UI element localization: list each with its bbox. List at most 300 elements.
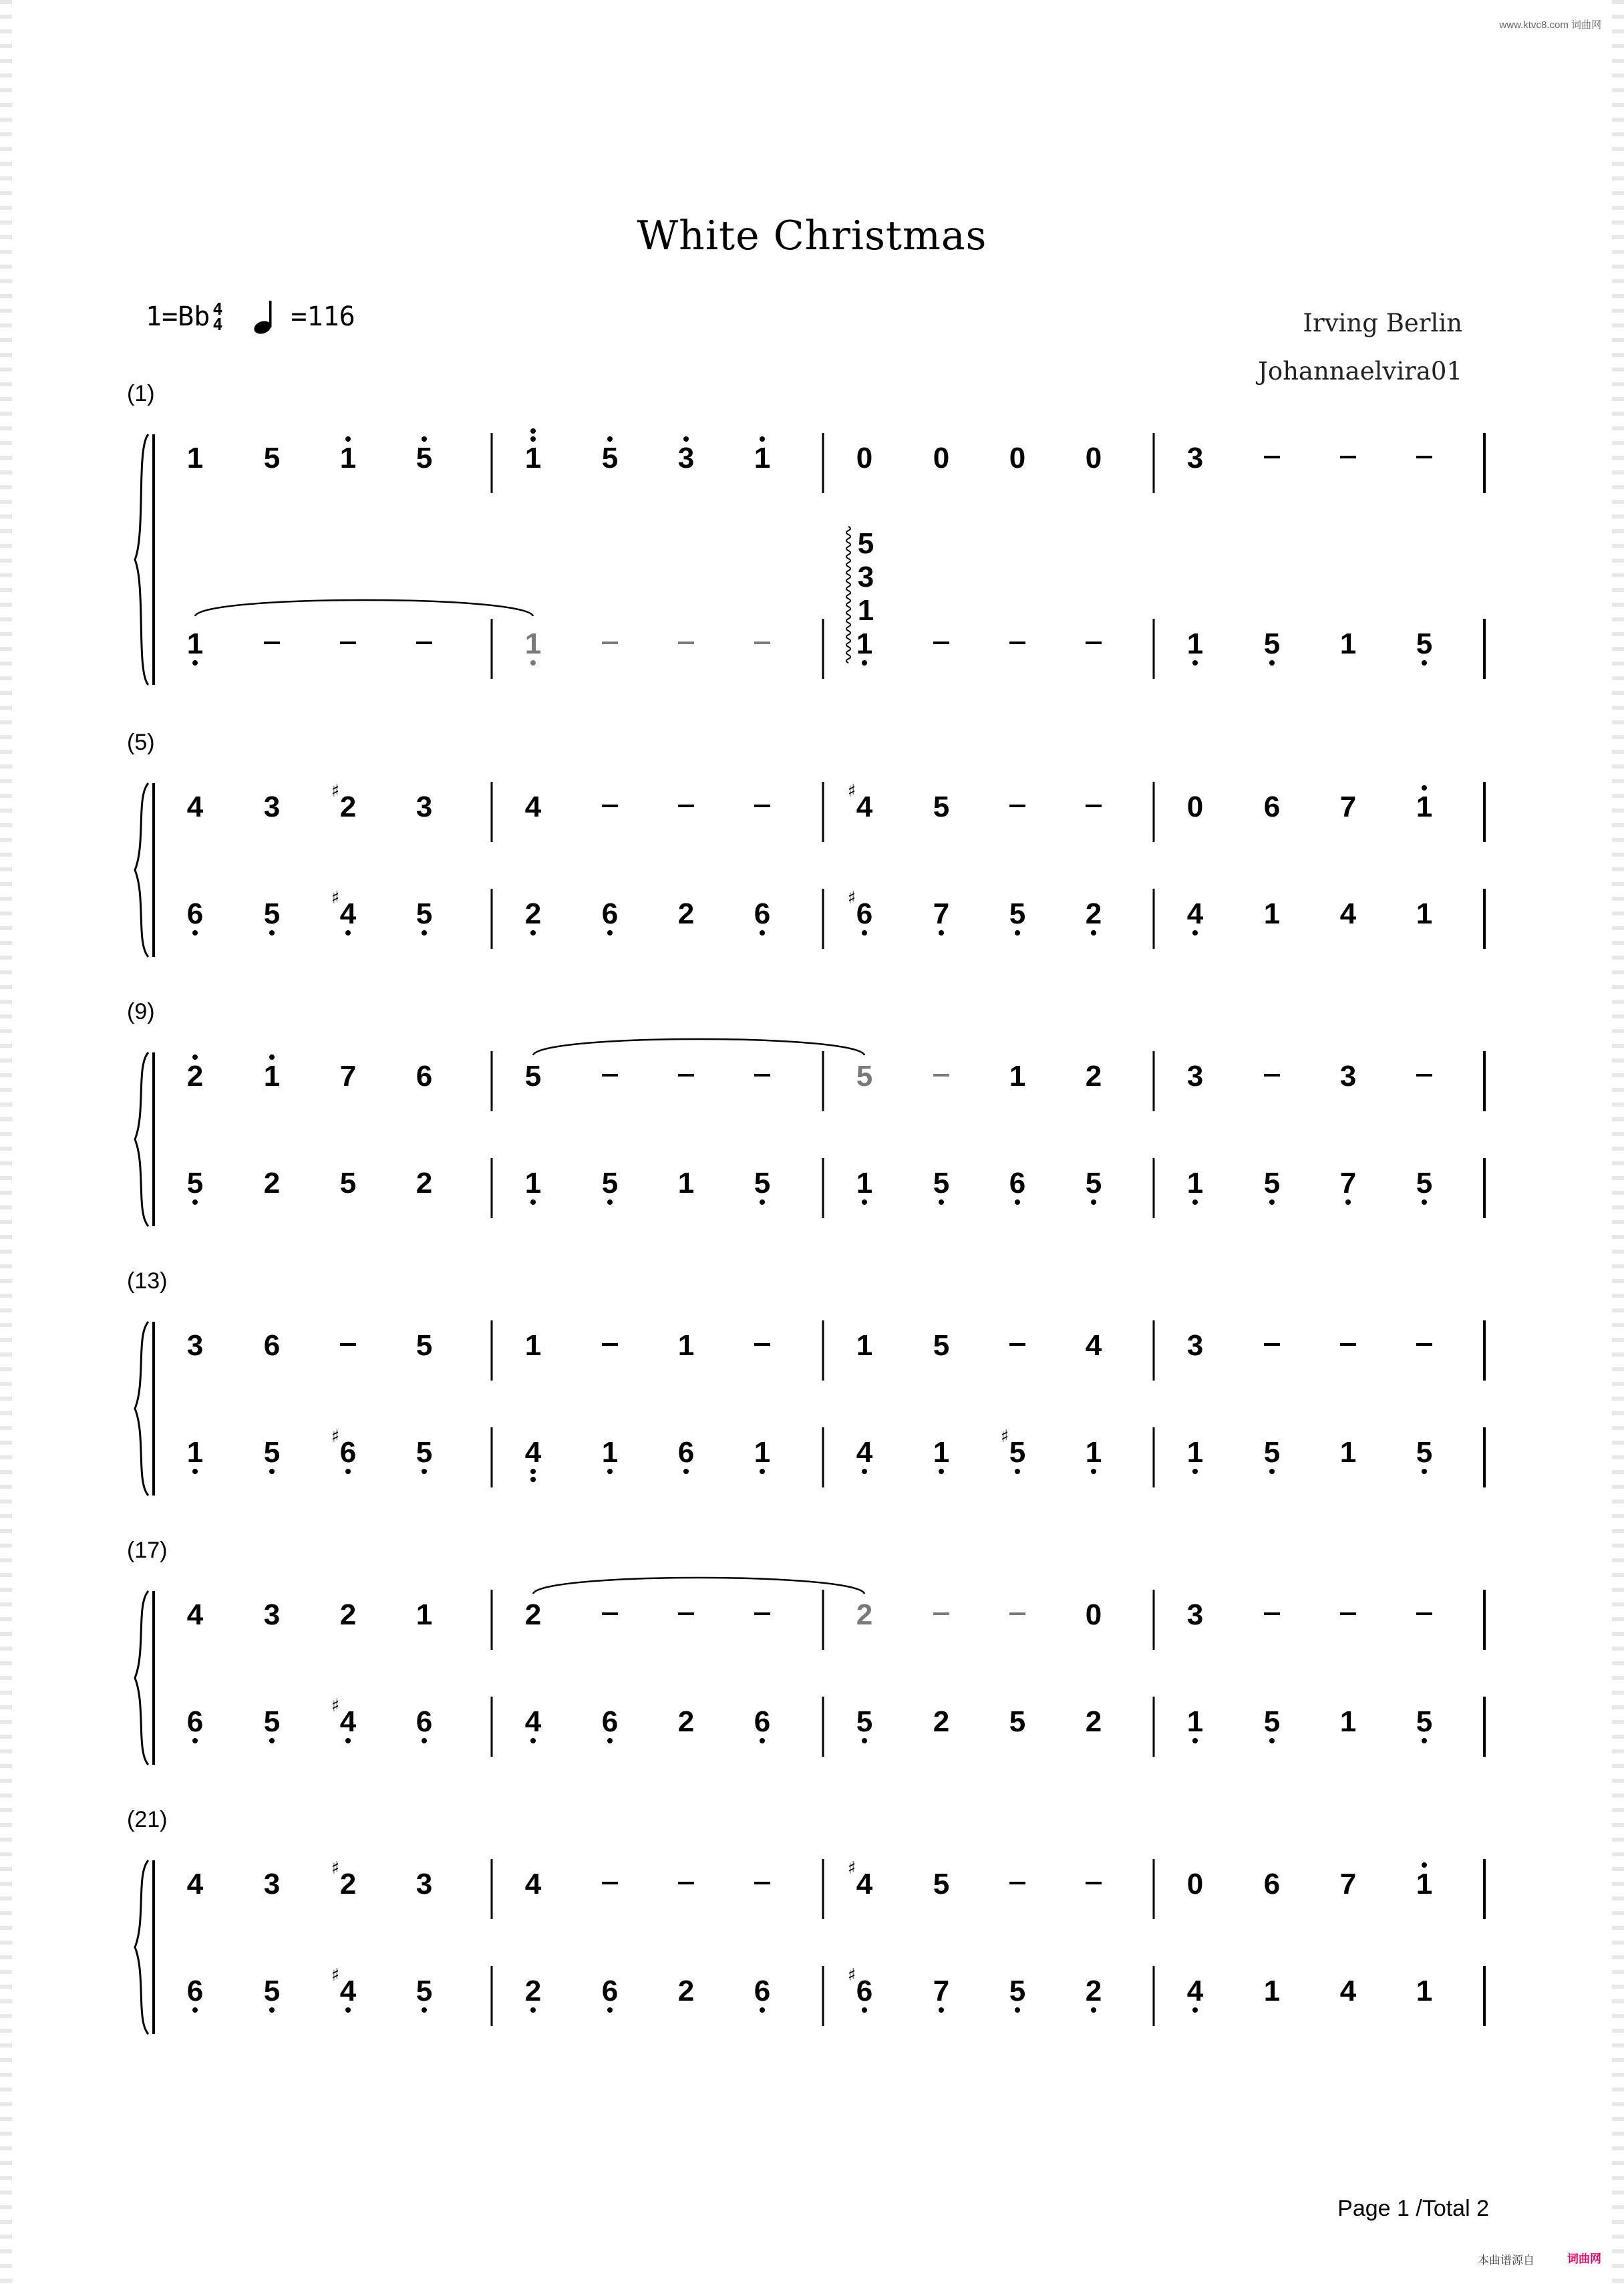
note-digit: 6	[1263, 791, 1281, 823]
barline	[822, 1590, 824, 1650]
octave-dot-low	[530, 1469, 536, 1474]
dash-mark	[933, 1612, 949, 1615]
note-digit: 3	[1339, 1060, 1357, 1093]
octave-dot-high	[530, 428, 536, 434]
note-digit: 1	[524, 1329, 542, 1362]
measure-number: (1)	[127, 381, 155, 406]
octave-dot-low	[862, 2007, 867, 2013]
note-digit: 6	[677, 1436, 695, 1469]
barline	[1153, 782, 1155, 842]
octave-dot-high	[422, 436, 427, 442]
barline	[1483, 1051, 1486, 1111]
note-digit: 1	[416, 1598, 433, 1631]
barline	[1483, 1590, 1486, 1650]
octave-dot-low	[530, 2007, 536, 2013]
note-digit: 6	[601, 1975, 619, 2007]
note-digit: 2	[856, 1598, 873, 1631]
note-digit: 4	[524, 791, 542, 823]
note-digit: 0	[856, 442, 873, 474]
barline	[491, 1859, 493, 1919]
barline	[822, 1859, 824, 1919]
note-digit: 5	[416, 897, 433, 930]
note-digit: 1	[933, 1436, 950, 1469]
dash-mark	[1264, 1612, 1280, 1615]
dash-mark	[1340, 456, 1356, 458]
note-digit: 4	[186, 1598, 204, 1631]
dash-mark	[754, 1612, 770, 1615]
note-digit: 3	[1186, 1598, 1204, 1631]
dash-mark	[754, 1882, 770, 1884]
note-digit: 2	[1085, 1060, 1102, 1093]
note-digit: 1	[1339, 627, 1357, 660]
system-barline	[152, 1860, 155, 2034]
note-digit: 5	[933, 1868, 950, 1900]
octave-dot-low	[1015, 1199, 1020, 1205]
octave-dot-low	[607, 1738, 613, 1743]
note-digit: 1	[524, 1167, 542, 1199]
sharp-sign: ♯	[331, 1858, 340, 1878]
note-digit: 0	[1085, 442, 1102, 474]
note-digit: 1	[1085, 1436, 1102, 1469]
octave-dot-high	[607, 436, 613, 442]
octave-dot-low	[1192, 2007, 1198, 2013]
note-digit: 4	[524, 1705, 542, 1738]
note-digit: 6	[601, 897, 619, 930]
dash-mark	[1264, 456, 1280, 458]
octave-dot-low	[683, 1469, 689, 1474]
octave-dot-low	[1015, 930, 1020, 936]
note-digit: 5	[416, 1975, 433, 2007]
sharp-sign: ♯	[847, 781, 856, 801]
note-digit: 5	[754, 1167, 771, 1199]
sharp-sign: ♯	[847, 888, 856, 908]
system-barline	[152, 783, 155, 957]
note-digit: 1	[1186, 1705, 1204, 1738]
barline	[1153, 619, 1155, 679]
barline	[822, 1697, 824, 1757]
barline	[822, 1051, 824, 1111]
note-digit: 2	[1085, 1975, 1102, 2007]
measure-number: (17)	[127, 1538, 168, 1563]
note-digit: 1	[601, 1436, 619, 1469]
octave-dot-low	[422, 1469, 427, 1474]
note-digit: 4	[186, 1868, 204, 1900]
note-digit: 1	[1416, 1975, 1433, 2007]
note-digit: 4	[856, 1868, 873, 1900]
note-digit: 3	[263, 1868, 281, 1900]
note-digit: 1	[677, 1329, 695, 1362]
barline	[1153, 1320, 1155, 1381]
note-digit: 1	[856, 1329, 873, 1362]
brace	[135, 1591, 148, 1765]
note-digit: 1	[1416, 1868, 1433, 1900]
dash-mark	[1009, 1612, 1025, 1615]
note-digit: 1	[754, 442, 771, 474]
barline	[822, 889, 824, 949]
note-digit: 4	[339, 1975, 357, 2007]
barline	[491, 1158, 493, 1218]
octave-dot-low	[530, 1738, 536, 1743]
octave-dot-low	[422, 930, 427, 936]
note-digit: 7	[1339, 1167, 1357, 1199]
time-signature-top: 4	[212, 299, 223, 319]
octave-dot-low	[760, 1199, 765, 1205]
octave-dot-low	[760, 2007, 765, 2013]
key-signature: 1=Bb	[146, 301, 210, 332]
note-digit: 6	[416, 1060, 433, 1093]
dash-mark	[602, 1612, 618, 1615]
note-digit: 1	[1416, 791, 1433, 823]
octave-dot-low	[1091, 1469, 1096, 1474]
note-digit: 4	[339, 1705, 357, 1738]
note-digit: 3	[1186, 1060, 1204, 1093]
note-digit: 5	[524, 1060, 542, 1093]
chord-note: 3	[857, 561, 874, 593]
chord-note: 1	[857, 594, 874, 627]
octave-dot-low	[939, 2007, 944, 2013]
dash-mark	[754, 1343, 770, 1346]
dash-mark	[1340, 1343, 1356, 1346]
barline	[1483, 1158, 1486, 1218]
note-digit: 2	[1085, 897, 1102, 930]
dash-mark	[754, 1074, 770, 1077]
octave-dot-low	[1345, 1199, 1351, 1205]
note-digit: 7	[1339, 1868, 1357, 1900]
note-digit: 0	[933, 442, 950, 474]
dash-mark	[602, 1343, 618, 1346]
note-digit: 5	[1416, 1705, 1433, 1738]
dash-mark	[340, 641, 356, 644]
octave-dot-low	[530, 930, 536, 936]
note-digit: 5	[601, 442, 619, 474]
octave-dot-low	[862, 930, 867, 936]
note-digit: 3	[263, 791, 281, 823]
barline	[491, 619, 493, 679]
note-digit: 6	[754, 897, 771, 930]
brace	[135, 1052, 148, 1226]
note-digit: 6	[186, 1705, 204, 1738]
note-digit: 4	[856, 791, 873, 823]
barline	[1153, 433, 1155, 493]
barline	[822, 1158, 824, 1218]
note-digit: 5	[856, 1705, 873, 1738]
octave-dot-low	[345, 1738, 351, 1743]
note-digit: 5	[263, 442, 281, 474]
system-barline	[152, 1591, 155, 1765]
octave-dot-low	[1269, 1199, 1275, 1205]
octave-dot-low	[269, 1738, 275, 1743]
octave-dot-low	[1091, 2007, 1096, 2013]
time-signature-bottom: 4	[212, 315, 223, 334]
note-digit: 4	[1186, 897, 1204, 930]
octave-dot-low	[939, 1199, 944, 1205]
note-digit: 4	[524, 1868, 542, 1900]
barline	[491, 889, 493, 949]
note-digit: 5	[263, 1705, 281, 1738]
barline	[1153, 1427, 1155, 1487]
barline	[1153, 1051, 1155, 1111]
measure-number: (21)	[127, 1807, 168, 1832]
dash-mark	[1086, 805, 1102, 807]
note-digit: 1	[186, 1436, 204, 1469]
octave-dot-low	[422, 2007, 427, 2013]
note-digit: 6	[754, 1705, 771, 1738]
note-digit: 1	[186, 442, 204, 474]
barline	[1483, 1320, 1486, 1381]
note-digit: 5	[933, 1329, 950, 1362]
note-digit: 0	[1085, 1598, 1102, 1631]
note-digit: 5	[1009, 1436, 1026, 1469]
note-digit: 6	[186, 897, 204, 930]
note-digit: 2	[1085, 1705, 1102, 1738]
octave-dot-low	[269, 930, 275, 936]
note-digit: 5	[1416, 1167, 1433, 1199]
note-digit: 5	[1009, 1975, 1026, 2007]
octave-dot-low	[1422, 660, 1427, 666]
system-barline	[152, 1322, 155, 1495]
sharp-sign: ♯	[847, 1858, 856, 1878]
octave-dot-low	[192, 660, 198, 666]
barline	[1483, 782, 1486, 842]
dash-mark	[754, 805, 770, 807]
barline	[491, 433, 493, 493]
dash-mark	[1416, 1074, 1432, 1077]
note-digit: 6	[856, 1975, 873, 2007]
dash-mark	[1264, 1074, 1280, 1077]
octave-dot-high	[345, 436, 351, 442]
barline	[491, 1320, 493, 1381]
barline	[1483, 433, 1486, 493]
barline	[1153, 1697, 1155, 1757]
dash-mark	[1009, 805, 1025, 807]
note-digit: 1	[1263, 1975, 1281, 2007]
note-digit: 2	[339, 1868, 357, 1900]
note-digit: 1	[1186, 1167, 1204, 1199]
barline	[1153, 1590, 1155, 1650]
octave-dot-low	[345, 2007, 351, 2013]
octave-dot-low	[607, 930, 613, 936]
barline	[822, 1427, 824, 1487]
note-digit: 5	[856, 1060, 873, 1093]
score-title: White Christmas	[637, 212, 987, 259]
note-digit: 5	[1085, 1167, 1102, 1199]
note-digit: 1	[186, 627, 204, 660]
barline	[1153, 889, 1155, 949]
note-digit: 5	[1416, 627, 1433, 660]
dash-mark	[416, 641, 432, 644]
note-digit: 5	[1009, 1705, 1026, 1738]
note-digit: 1	[1416, 897, 1433, 930]
note-digit: 2	[677, 1975, 695, 2007]
note-digit: 0	[1186, 791, 1204, 823]
barline	[1483, 1697, 1486, 1757]
measure-number: (5)	[127, 730, 155, 755]
note-digit: 4	[1085, 1329, 1102, 1362]
dash-mark	[678, 641, 694, 644]
octave-dot-low	[192, 2007, 198, 2013]
dash-mark	[678, 1074, 694, 1077]
barline	[1153, 1859, 1155, 1919]
octave-dot-high	[269, 1054, 275, 1060]
note-digit: 6	[754, 1975, 771, 2007]
barline	[1153, 1966, 1155, 2026]
octave-dot-low	[760, 1738, 765, 1743]
brace	[135, 783, 148, 957]
note-digit: 7	[339, 1060, 357, 1093]
note-digit: 2	[677, 897, 695, 930]
tempo-value: =116	[291, 301, 355, 332]
sharp-sign: ♯	[847, 1965, 856, 1985]
dash-mark	[1086, 1882, 1102, 1884]
octave-dot-low	[422, 1738, 427, 1743]
octave-dot-low	[1192, 1469, 1198, 1474]
octave-dot-low	[1422, 1738, 1427, 1743]
octave-dot-low	[1269, 1738, 1275, 1743]
octave-dot-low	[192, 930, 198, 936]
note-digit: 1	[754, 1436, 771, 1469]
octave-dot-high	[192, 1054, 198, 1060]
dash-mark	[1086, 641, 1102, 644]
dash-mark	[1009, 1343, 1025, 1346]
octave-dot-low	[1015, 2007, 1020, 2013]
sharp-sign: ♯	[331, 1696, 340, 1716]
octave-dot-low	[939, 1469, 944, 1474]
note-digit: 5	[339, 1167, 357, 1199]
sharp-sign: ♯	[331, 1427, 340, 1447]
dash-mark	[1009, 641, 1025, 644]
page-indicator: Page 1 /Total 2	[1337, 2196, 1489, 2221]
note-digit: 4	[1186, 1975, 1204, 2007]
note-digit: 5	[416, 1436, 433, 1469]
source-note: 本曲谱源自	[1478, 2254, 1534, 2267]
composer: Irving Berlin	[1303, 309, 1462, 337]
octave-dot-high	[683, 436, 689, 442]
dash-mark	[933, 1074, 949, 1077]
barline	[1153, 1158, 1155, 1218]
sharp-sign: ♯	[1000, 1427, 1009, 1447]
note-digit: 0	[1009, 442, 1026, 474]
octave-dot-low	[1269, 1469, 1275, 1474]
note-digit: 0	[1186, 1868, 1204, 1900]
note-digit: 1	[1186, 627, 1204, 660]
note-digit: 6	[1263, 1868, 1281, 1900]
barline	[1483, 889, 1486, 949]
note-digit: 6	[339, 1436, 357, 1469]
note-digit: 3	[416, 791, 433, 823]
dash-mark	[1340, 1612, 1356, 1615]
note-digit: 4	[856, 1436, 873, 1469]
note-digit: 4	[339, 897, 357, 930]
octave-dot-low	[862, 1738, 867, 1743]
note-digit: 5	[1263, 1436, 1281, 1469]
barline	[822, 782, 824, 842]
octave-dot-low	[1192, 660, 1198, 666]
note-digit: 1	[524, 442, 542, 474]
note-digit: 1	[524, 627, 542, 660]
octave-dot-low	[530, 1199, 536, 1205]
barline	[1483, 1966, 1486, 2026]
brace	[135, 434, 148, 685]
dash-mark	[602, 641, 618, 644]
barline	[491, 782, 493, 842]
dash-mark	[933, 641, 949, 644]
barline	[491, 1697, 493, 1757]
octave-dot-low	[1015, 1469, 1020, 1474]
note-digit: 6	[856, 897, 873, 930]
sharp-sign: ♯	[331, 888, 340, 908]
octave-dot-low	[192, 1469, 198, 1474]
note-digit: 2	[524, 1975, 542, 2007]
octave-dot-low	[760, 930, 765, 936]
octave-dot-low	[607, 1469, 613, 1474]
dash-mark	[1416, 1343, 1432, 1346]
note-digit: 2	[339, 1598, 357, 1631]
note-digit: 1	[263, 1060, 281, 1093]
dash-mark	[602, 1074, 618, 1077]
octave-dot-low	[607, 2007, 613, 2013]
dash-mark	[754, 641, 770, 644]
note-digit: 3	[263, 1598, 281, 1631]
dash-mark	[602, 805, 618, 807]
barline	[822, 1320, 824, 1381]
note-digit: 4	[1339, 897, 1357, 930]
octave-dot-low	[862, 660, 867, 666]
dash-mark	[678, 1612, 694, 1615]
note-digit: 4	[524, 1436, 542, 1469]
tie-curve	[533, 1578, 864, 1594]
dash-mark	[678, 805, 694, 807]
octave-dot-low	[1422, 1199, 1427, 1205]
note-digit: 3	[1186, 1329, 1204, 1362]
note-digit: 5	[1263, 1167, 1281, 1199]
note-digit: 1	[856, 1167, 873, 1199]
dash-mark	[1416, 1612, 1432, 1615]
note-digit: 2	[263, 1167, 281, 1199]
note-digit: 2	[677, 1705, 695, 1738]
note-digit: 1	[1009, 1060, 1026, 1093]
note-digit: 3	[186, 1329, 204, 1362]
octave-dot-low	[760, 1469, 765, 1474]
barline	[491, 1590, 493, 1650]
note-digit: 6	[1009, 1167, 1026, 1199]
site-watermark: www.ktvc8.com 词曲网	[1499, 19, 1601, 31]
measure-number: (13)	[127, 1268, 168, 1294]
note-digit: 5	[1416, 1436, 1433, 1469]
note-digit: 5	[186, 1167, 204, 1199]
octave-dot-low	[269, 1469, 275, 1474]
octave-dot-low	[345, 930, 351, 936]
octave-dot-low	[192, 1738, 198, 1743]
note-digit: 1	[1339, 1705, 1357, 1738]
note-digit: 5	[1263, 1705, 1281, 1738]
note-digit: 5	[1263, 627, 1281, 660]
barline	[1483, 1859, 1486, 1919]
arranger: Johannaelvira01	[1257, 357, 1462, 386]
dash-mark	[340, 1343, 356, 1346]
octave-dot-low	[939, 930, 944, 936]
note-digit: 7	[933, 1975, 950, 2007]
note-digit: 5	[933, 1167, 950, 1199]
measure-number: (9)	[127, 999, 155, 1024]
note-digit: 5	[263, 1436, 281, 1469]
note-digit: 5	[416, 442, 433, 474]
note-digit: 2	[524, 897, 542, 930]
dash-mark	[602, 1882, 618, 1884]
arpeggio-line	[846, 527, 850, 663]
octave-dot-low	[1192, 1738, 1198, 1743]
note-digit: 6	[601, 1705, 619, 1738]
note-digit: 1	[339, 442, 357, 474]
